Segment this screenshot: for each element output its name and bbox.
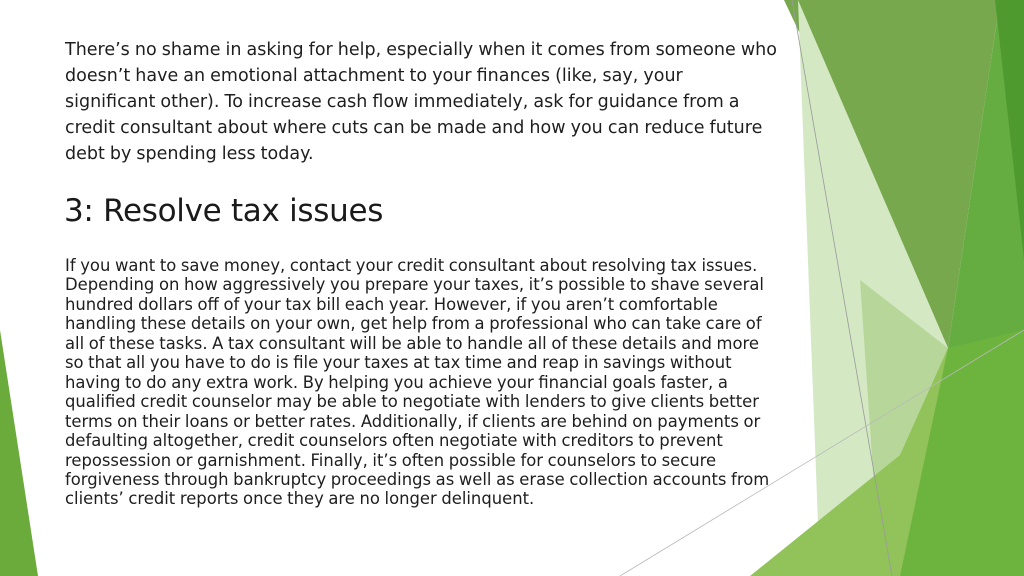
left-green-facet <box>0 330 38 576</box>
intro-paragraph: There’s no shame in asking for help, especially when it comes from someone who doesn’t have an emotional attachment to your finances (like, say, your significant other). To increase cash flow immediately, ask for guidance from a credit consultant about where cuts can be made and how you can reduce future debt by spending less today. <box>65 40 777 164</box>
section-heading: 3: Resolve tax issues <box>64 193 384 229</box>
body-paragraph: If you want to save money, contact your credit consultant about resolving tax issues. Depending on how aggressively you prepare your taxes, it’s possible to shave several hundred dollars off of your tax bill each year. However, if you aren’t comfortable handling these details on your own, get help from a professional who can take care of all of these tasks. A tax consultant will be able to handle all of these details and more so that all you have to do is file your taxes at tax time and reap in savings without having to do any extra work. By helping you achieve your financial goals faster, a qualified credit counselor may be able to negotiate with lenders to give clients better terms on their loans or better rates. Additionally, if clients are behind on payments or defaulting altogether, credit counselors often negotiate with creditors to prevent repossession or garnishment. Finally, it’s often possible for counselors to secure forgiveness through bankruptcy proceedings as well as erase collection accounts from clients’ credit reports once they are no longer delinquent. <box>65 256 770 509</box>
